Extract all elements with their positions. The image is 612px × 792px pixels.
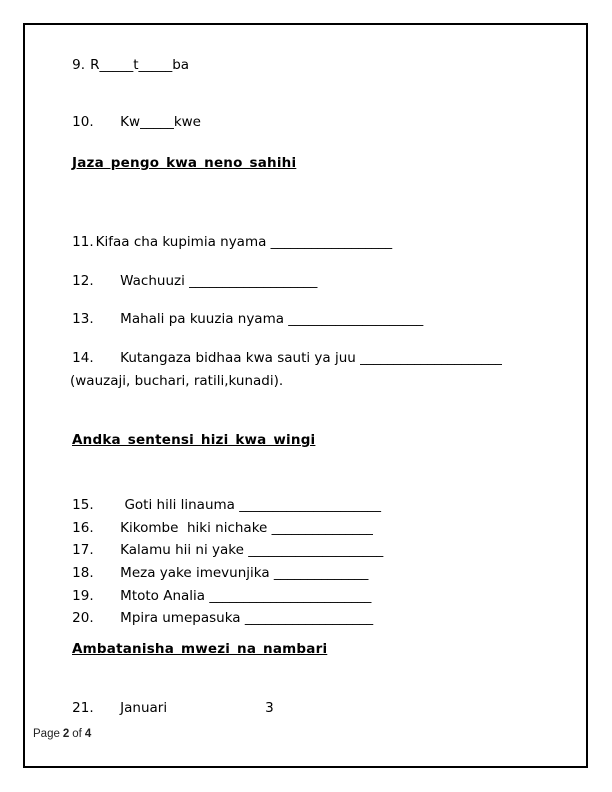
page-footer — [33, 728, 94, 740]
question-text: Kutangaza bidhaa kwa sauti ya juu _____________________ — [120, 349, 502, 366]
question-number: 17. — [72, 541, 94, 558]
question-number: 11. — [72, 233, 94, 250]
footer-total-pages: 4 — [84, 728, 92, 740]
question-number: 13. — [72, 310, 94, 327]
page-border — [23, 23, 588, 768]
question-text: Goti hili linauma _____________________ — [120, 496, 381, 513]
section-heading-plural: Andka sentensi hizi kwa wingi — [72, 432, 316, 448]
question-text: Mahali pa kuuzia nyama ____________________ — [120, 310, 424, 327]
question-text: Kw_____kwe — [120, 113, 201, 130]
month-label: Januari — [120, 699, 168, 716]
question-number: 21. — [72, 699, 94, 716]
question-number: 10. — [72, 113, 94, 130]
question-text: R_____t_____ba — [90, 56, 190, 73]
question-21 — [55, 683, 274, 734]
question-number: 16. — [72, 519, 94, 536]
question-text: Kifaa cha kupimia nyama __________________ — [95, 233, 393, 250]
question-text: Mtoto Analia ________________________ — [120, 587, 372, 604]
question-10 — [55, 97, 201, 148]
question-text: Meza yake imevunjika ______________ — [120, 564, 369, 581]
question-number: 15. — [72, 496, 94, 513]
question-9 — [55, 40, 189, 91]
match-value: 3 — [265, 699, 274, 716]
question-text: Mpira umepasuka ___________________ — [120, 609, 374, 626]
question-text: Kalamu hii ni yake ____________________ — [120, 541, 384, 558]
question-number: 20. — [72, 609, 94, 626]
question-text: Wachuuzi ___________________ — [120, 272, 318, 289]
section-heading-match: Ambatanisha mwezi na nambari — [72, 641, 328, 657]
question-number: 14. — [72, 349, 94, 366]
section-heading-fill-blanks: Jaza pengo kwa neno sahihi — [72, 155, 297, 171]
question-text: Kikombe hiki nichake _______________ — [120, 519, 373, 536]
question-number: 9. — [72, 56, 86, 73]
question-20 — [55, 593, 373, 644]
footer-of: of — [72, 728, 82, 740]
question-number: 18. — [72, 564, 94, 581]
word-bank: (wauzaji, buchari, ratili,kunadi). — [70, 373, 284, 389]
footer-label: Page — [33, 728, 60, 740]
footer-current-page: 2 — [62, 728, 70, 740]
question-number: 12. — [72, 272, 94, 289]
question-number: 19. — [72, 587, 94, 604]
